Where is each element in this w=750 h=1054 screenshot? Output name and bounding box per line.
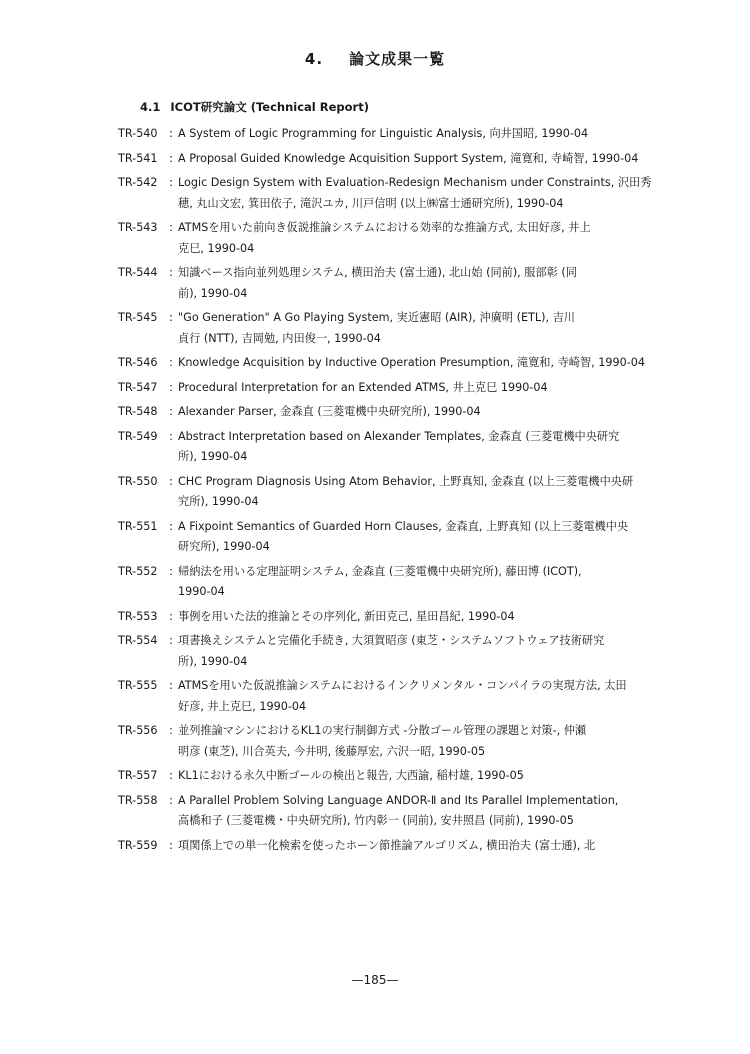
separator-colon: :	[169, 429, 173, 443]
report-citation: 知識ベース指向並列処理システム, 横田治夫 (富士通), 北山始 (同前), 服部彰 (同 前), 1990-04	[178, 266, 577, 300]
report-id: TR-545	[118, 311, 158, 324]
chapter-number: 4.	[304, 50, 324, 68]
report-citation: A Fixpoint Semantics of Guarded Horn Clauses, 金森直, 上野真知 (以上三菱電機中央 研究所), 1990-04	[178, 519, 629, 553]
report-id: TR-544	[118, 266, 158, 279]
report-entry	[118, 766, 708, 787]
report-citation: Logic Design System with Evaluation-Redesign Mechanism under Constraints, 沢田秀 穂, 丸山文宏, 箕田依子, 滝沢ユカ, 川戸信明 (以上㈱富士通研究所), 1990-04	[178, 176, 652, 210]
report-citation: A Parallel Problem Solving Language ANDOR-Ⅱ and Its Parallel Implementation, 高橋和子 (三菱電機・中央研究所), 竹内彰一 (同前), 安井照昌 (同前), 1990-05	[178, 793, 619, 827]
report-entry	[118, 149, 708, 170]
report-entry	[118, 631, 708, 672]
report-entry	[118, 562, 708, 603]
report-citation: 帰納法を用いる定理証明システム, 金森直 (三菱電機中央研究所), 藤田博 (ICOT), 1990-04	[178, 564, 582, 598]
section-number: 4.1	[140, 100, 161, 114]
separator-colon: :	[169, 474, 173, 488]
report-citation: ATMSを用いた仮説推論システムにおけるインクリメンタル・コンパイラの実現方法, 太田 好彦, 井上克巳, 1990-04	[178, 679, 627, 713]
report-citation: A Proposal Guided Knowledge Acquisition Support System, 滝寛和, 寺崎智, 1990-04	[178, 151, 639, 165]
report-entry	[118, 676, 708, 717]
report-entry	[118, 124, 708, 145]
separator-colon: :	[169, 679, 173, 692]
report-id: TR-546	[118, 356, 158, 369]
separator-colon: :	[169, 769, 173, 782]
report-citation: CHC Program Diagnosis Using Atom Behavior, 上野真知, 金森直 (以上三菱電機中央研 究所), 1990-04	[178, 474, 634, 508]
report-entry	[118, 836, 708, 857]
separator-colon: :	[169, 564, 173, 578]
separator-colon: :	[169, 793, 173, 807]
separator-colon: :	[169, 127, 173, 140]
page-number: —185—	[351, 973, 399, 987]
report-id: TR-558	[118, 793, 158, 807]
report-entry	[118, 402, 708, 423]
report-id: TR-548	[118, 405, 158, 418]
separator-colon: :	[169, 221, 173, 234]
report-citation: 項関係上での単一化検索を使ったホーン節推論アルゴリズム, 横田治夫 (富士通), 北	[178, 838, 596, 852]
report-id: TR-552	[118, 564, 158, 578]
report-id: TR-550	[118, 474, 158, 488]
report-entry	[118, 517, 708, 558]
report-id: TR-549	[118, 429, 158, 443]
report-entry	[118, 427, 708, 468]
report-entry	[118, 378, 708, 399]
report-entry	[118, 791, 708, 832]
report-citation: 事例を用いた法的推論とその序列化, 新田克己, 星田昌紀, 1990-04	[178, 609, 515, 623]
separator-colon: :	[169, 311, 173, 324]
report-citation: Procedural Interpretation for an Extended ATMS, 井上克巳 1990-04	[178, 380, 548, 394]
report-entry	[118, 218, 708, 259]
report-citation: 項書換えシステムと完備化手続き, 大須賀昭彦 (東芝・システムソフトウェア技術研究 所), 1990-04	[178, 634, 605, 668]
separator-colon: :	[169, 838, 173, 852]
report-id: TR-542	[118, 176, 158, 189]
report-citation: Alexander Parser, 金森直 (三菱電機中央研究所), 1990-04	[178, 405, 481, 418]
separator-colon: :	[169, 634, 173, 647]
report-id: TR-556	[118, 724, 158, 737]
chapter-heading	[0, 48, 750, 69]
separator-colon: :	[169, 405, 173, 418]
report-citation: A System of Logic Programming for Linguistic Analysis, 向井国昭, 1990-04	[178, 127, 589, 140]
separator-colon: :	[169, 266, 173, 279]
report-list	[118, 124, 708, 860]
report-id: TR-553	[118, 609, 158, 623]
section-title: ICOT研究論文 (Technical Report)	[170, 100, 369, 114]
report-entry	[118, 607, 708, 628]
report-entry	[118, 721, 708, 762]
report-citation: ATMSを用いた前向き仮説推論システムにおける効率的な推論方式, 太田好彦, 井上 克巳, 1990-04	[178, 221, 591, 255]
separator-colon: :	[169, 724, 173, 737]
separator-colon: :	[169, 151, 173, 165]
report-id: TR-543	[118, 221, 158, 234]
report-citation: 並列推論マシンにおけるKL1の実行制御方式 -分散ゴール管理の課題と対策-, 仲瀬 明彦 (東芝), 川合英夫, 今井明, 後藤厚宏, 六沢一昭, 1990-05	[178, 724, 587, 758]
report-citation: Knowledge Acquisition by Inductive Operation Presumption, 滝寛和, 寺崎智, 1990-04	[178, 356, 646, 369]
separator-colon: :	[169, 356, 173, 369]
report-id: TR-541	[118, 151, 158, 165]
report-id: TR-557	[118, 769, 158, 782]
report-entry	[118, 173, 708, 214]
separator-colon: :	[169, 380, 173, 394]
report-entry	[118, 263, 708, 304]
report-entry	[118, 353, 708, 374]
separator-colon: :	[169, 519, 173, 533]
report-citation: Abstract Interpretation based on Alexander Templates, 金森直 (三菱電機中央研究 所), 1990-04	[178, 429, 620, 463]
chapter-title: 論文成果一覧	[349, 50, 446, 68]
report-citation: "Go Generation" A Go Playing System, 実近憲昭 (AIR), 沖廣明 (ETL), 吉川 貞行 (NTT), 吉岡勉, 内田俊一, 1990-04	[178, 311, 575, 345]
report-id: TR-547	[118, 380, 158, 394]
section-heading	[140, 99, 369, 115]
report-id: TR-554	[118, 634, 158, 647]
report-id: TR-555	[118, 679, 158, 692]
separator-colon: :	[169, 609, 173, 623]
separator-colon: :	[169, 176, 173, 189]
report-entry	[118, 308, 708, 349]
report-id: TR-559	[118, 838, 158, 852]
report-id: TR-540	[118, 127, 158, 140]
report-entry	[118, 472, 708, 513]
report-citation: KL1における永久中断ゴールの検出と報告, 大西諭, 稲村雄, 1990-05	[178, 769, 524, 782]
report-id: TR-551	[118, 519, 158, 533]
